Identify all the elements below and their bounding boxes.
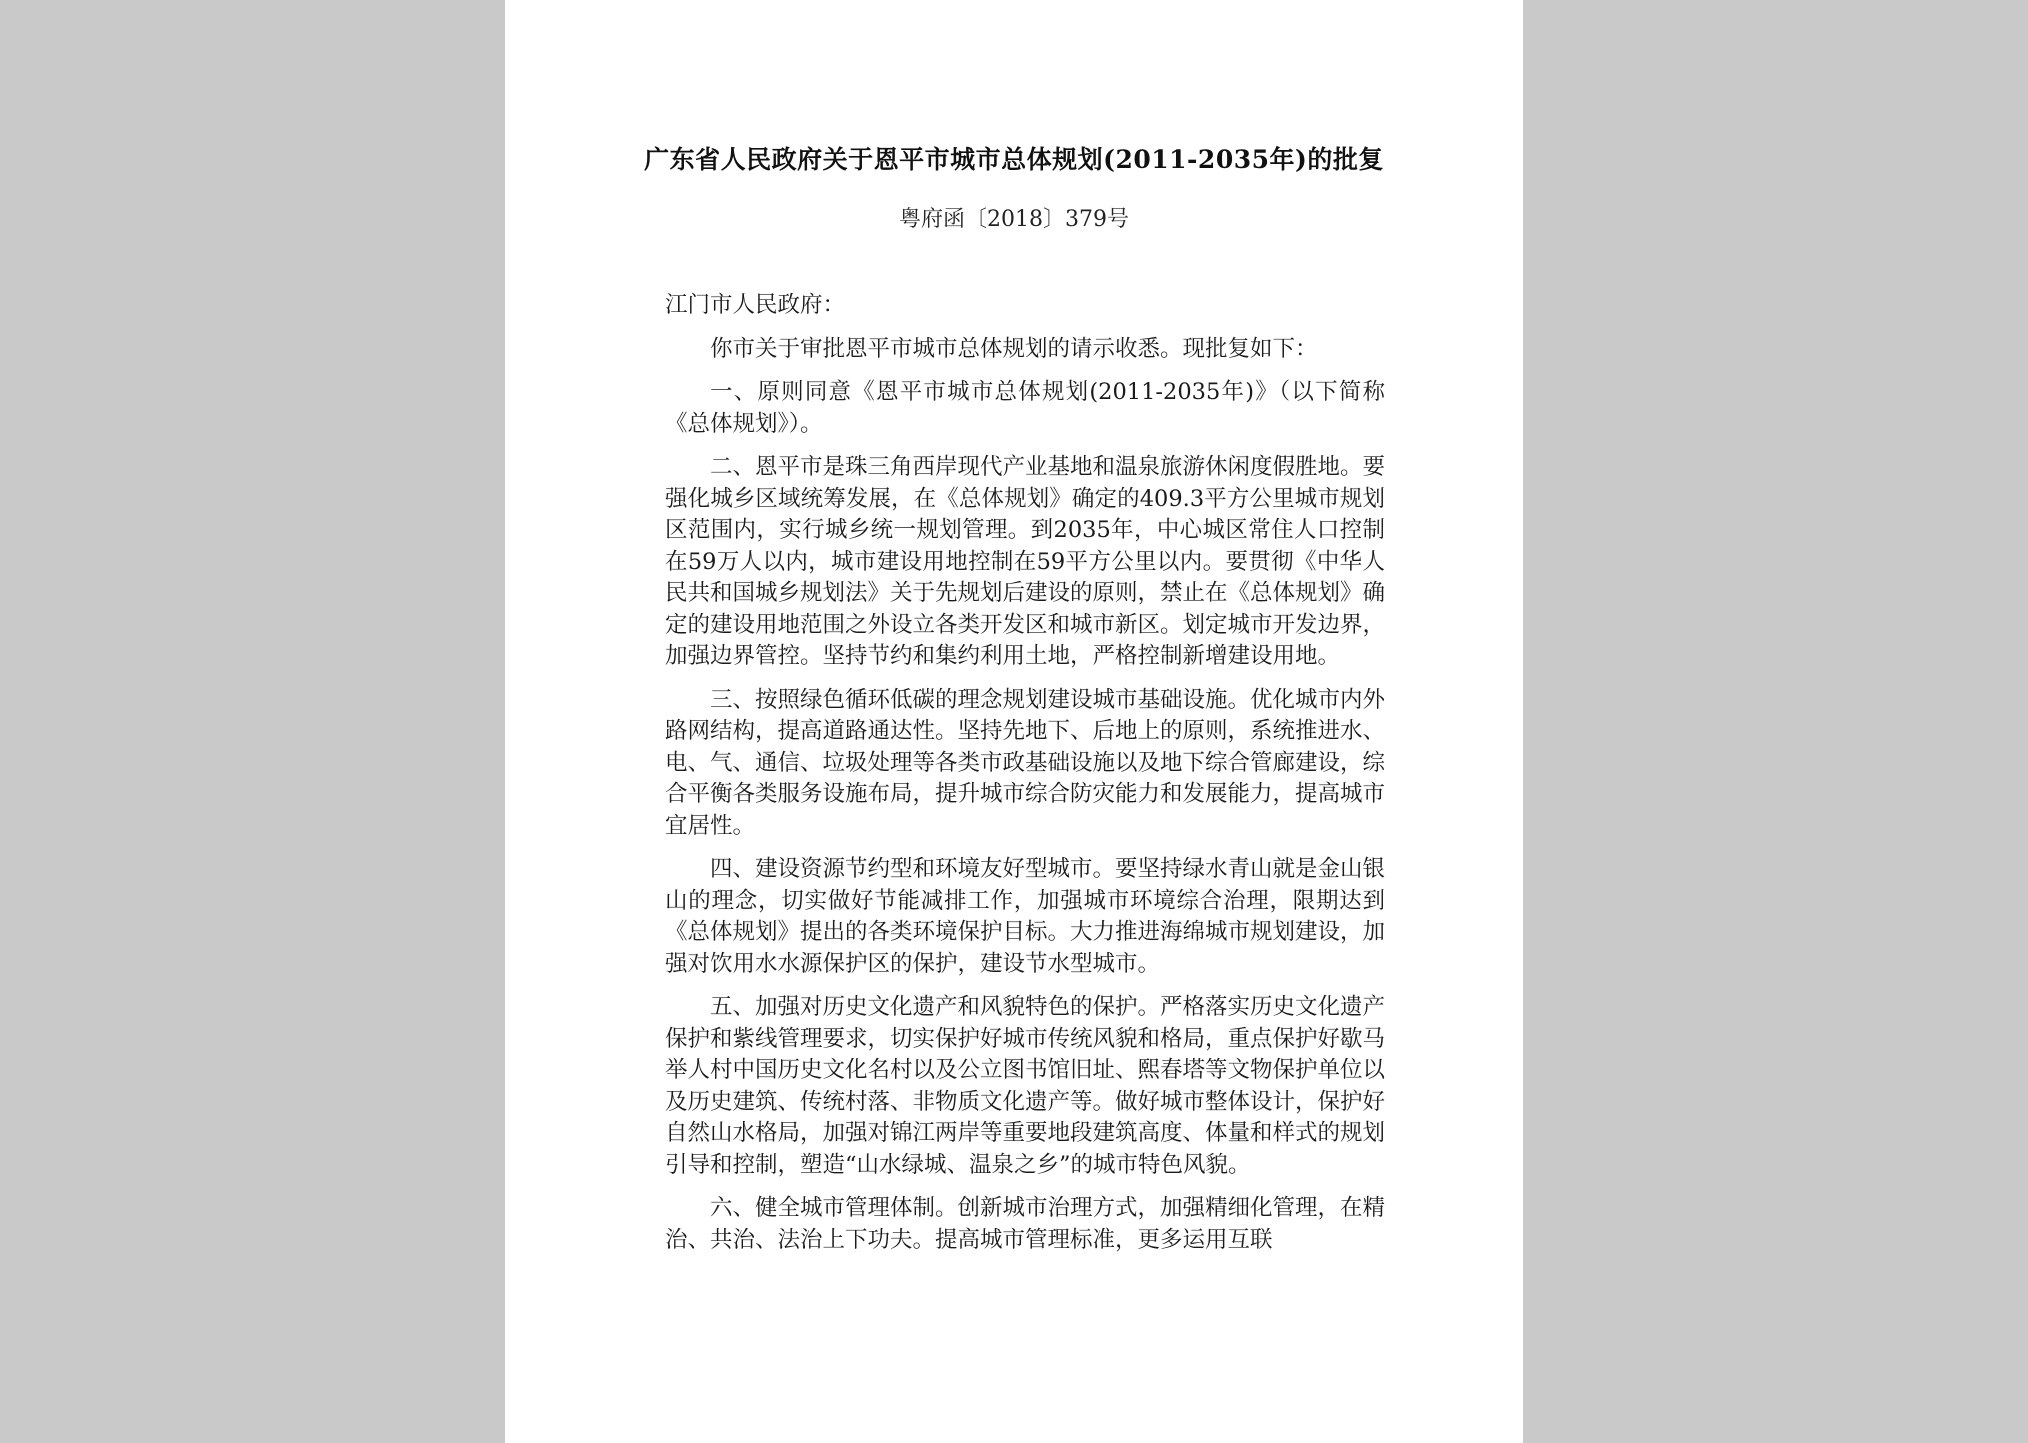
paragraph-1: 一、原则同意《恩平市城市总体规划(2011-2035年)》（以下简称《总体规划》）。: [665, 379, 1385, 437]
paragraph-4: 四、建设资源节约型和环境友好型城市。要坚持绿水青山就是金山银山的理念，切实做好节能减排工作，加强城市环境综合治理，限期达到《总体规划》提出的各类环境保护目标。大力推进海绵城市规划建设，加强对饮用水水源保护区的保护，建设节水型城市。: [665, 856, 1386, 977]
paragraph-6: 六、健全城市管理体制。创新城市治理方式，加强精细化管理，在精治、共治、法治上下功夫。提高城市管理标准，更多运用互联: [665, 1195, 1386, 1253]
paragraph-3: 三、按照绿色循环低碳的理念规划建设城市基础设施。优化城市内外路网结构，提高道路通达性。坚持先地下、后地上的原则，系统推进水、电、气、通信、垃圾处理等各类市政基础设施以及地下综合管廊建设，综合平衡各类服务设施布局，提升城市综合防灾能力和发展能力，提高城市宜居性。: [665, 686, 1386, 839]
paragraph-2: 二、恩平市是珠三角西岸现代产业基地和温泉旅游休闲度假胜地。要强化城乡区域统筹发展，在《总体规划》确定的409.3平方公里城市规划区范围内，实行城乡统一规划管理。到2035年，中心城区常住人口控制在59万人以内，城市建设用地控制在59平方公里以内。要贯彻《中华人民共和国城乡规划法》关于先规划后建设的原则，禁止在《总体规划》确定的建设用地范围之外设立各类开发区和城市新区。划定城市开发边界，加强边界管控。坚持节约和集约利用土地，严格控制新增建设用地。: [665, 454, 1386, 669]
document-body: [665, 290, 1385, 1268]
document-page: [505, 0, 1523, 1443]
paragraph-5: 五、加强对历史文化遗产和风貌特色的保护。严格落实历史文化遗产保护和紫线管理要求，切实保护好城市传统风貌和格局，重点保护好歇马举人村中国历史文化名村以及公立图书馆旧址、熙春塔等文物保护单位以及历史建筑、传统村落、非物质文化遗产等。做好城市整体设计，保护好自然山水格局，加强对锦江两岸等重要地段建筑高度、体量和样式的规划引导和控制，塑造“山水绿城、温泉之乡”的城市特色风貌。: [665, 994, 1386, 1178]
document-number: 粤府函〔2018〕379号: [899, 207, 1129, 232]
document-title: 广东省人民政府关于恩平市城市总体规划(2011-2035年)的批复: [644, 145, 1384, 174]
paragraph-intro: 你市关于审批恩平市城市总体规划的请示收悉。现批复如下：: [710, 335, 1318, 362]
salutation: 江门市人民政府：: [665, 292, 846, 318]
